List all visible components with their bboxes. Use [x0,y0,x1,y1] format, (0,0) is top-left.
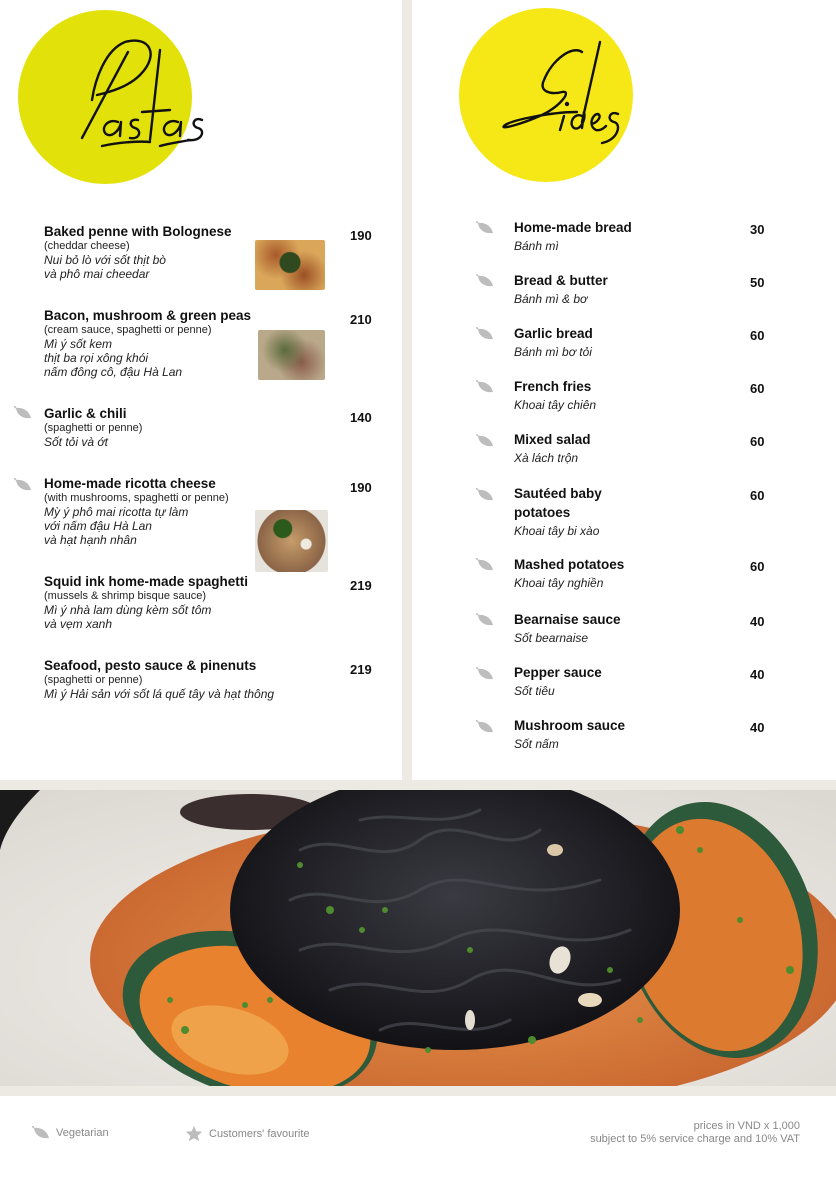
item-note: (cheddar cheese) [44,240,130,252]
item-vietnamese: Bánh mì bơ tỏi [514,345,592,359]
item-vietnamese: Sốt tỏi và ớt [44,435,108,449]
squid-ink-pasta-photo [0,790,836,1086]
sides-script-title [412,0,836,200]
pasta-item [44,406,142,449]
price-unit-note: prices in VND x 1,000 [693,1120,800,1132]
pricing-notes [590,1120,800,1146]
item-price: 219 [350,662,372,677]
vegetarian-leaf-icon [476,434,494,448]
legend-favourite-label: Customers' favourite [209,1127,310,1140]
item-vietnamese: Khoai tây nghiền [514,576,604,590]
item-name: Baked penne with Bolognese [44,224,232,239]
side-item [514,432,591,465]
item-note: (with mushrooms, spaghetti or penne) [44,492,229,504]
sides-panel [412,0,836,780]
item-vietnamese: và hạt hạnh nhân [44,533,137,547]
pasta-item [44,574,248,631]
item-vietnamese: Khoai tây chiên [514,398,597,412]
pasta-item [44,476,229,547]
item-vietnamese: Bánh mì [514,239,559,253]
item-name: Mixed salad [514,432,591,447]
item-price: 190 [350,228,372,243]
item-vietnamese: Mỳ ý phô mai ricotta tự làm [44,505,189,519]
legend-vegetarian [32,1126,109,1140]
pastas-panel [0,0,402,780]
item-vietnamese: Mì ý nhà lam dùng kèm sốt tôm [44,603,212,617]
vegetarian-leaf-icon [476,720,494,734]
side-item [514,379,596,412]
side-item [514,665,602,698]
side-item [514,326,593,359]
item-price: 60 [750,559,765,574]
item-vietnamese: thịt ba rọi xông khói [44,351,149,365]
item-price: 40 [750,720,765,735]
item-price: 60 [750,328,765,343]
item-vietnamese: Nui bỏ lò với sốt thịt bò [44,253,166,267]
item-vietnamese: Mì ý Hải sản với sốt lá quế tây và hạt thông [44,687,275,701]
food-photo-illustration [0,790,836,1086]
item-price: 50 [750,275,765,290]
item-name: Pepper sauce [514,665,602,680]
vegetarian-leaf-icon [476,558,494,572]
item-price: 40 [750,667,765,682]
item-vietnamese: và vẹm xanh [44,617,113,631]
dish-thumbnail [255,240,325,290]
item-note: (spaghetti or penne) [44,422,143,434]
side-item [514,557,624,590]
item-name: Bread & butter [514,273,608,288]
side-item [514,612,621,645]
item-vietnamese: Khoai tây bi xào [514,524,600,538]
vegetarian-leaf-icon [476,327,494,341]
item-vietnamese: nấm đông cô, đậu Hà Lan [44,365,183,379]
side-item [514,273,608,306]
item-name: Mushroom sauce [514,718,626,733]
item-price: 40 [750,614,765,629]
item-price: 219 [350,578,372,593]
vegetarian-leaf-icon [476,667,494,681]
legend-favourite [185,1125,310,1142]
menu-footer [0,1096,836,1182]
pasta-item [44,224,232,281]
item-price: 190 [350,480,372,495]
item-vietnamese: và phô mai cheedar [44,267,150,281]
vegetarian-leaf-icon [32,1126,50,1140]
pasta-item [44,308,251,379]
side-item [514,718,625,751]
vegetarian-leaf-icon [476,274,494,288]
item-name: Mashed potatoes [514,557,625,572]
star-icon [185,1125,203,1142]
pasta-item [44,658,274,701]
item-vietnamese: Bánh mì & bơ [514,292,588,306]
legend-vegetarian-label: Vegetarian [56,1127,109,1139]
item-note: (mussels & shrimp bisque sauce) [44,590,207,602]
item-vietnamese: với nấm đậu Hà Lan [44,519,152,533]
item-name: Garlic & chili [44,406,127,421]
item-vietnamese: Xà lách trộn [514,451,579,465]
item-price: 30 [750,222,765,237]
item-name: Bearnaise sauce [514,612,621,627]
item-note: (spaghetti or penne) [44,674,143,686]
item-name: Squid ink home-made spaghetti [44,574,249,589]
vegetarian-leaf-icon [14,406,32,420]
dish-thumbnail [255,510,328,572]
item-name-line2: potatoes [514,505,571,520]
item-price: 60 [750,434,765,449]
item-name: Sautéed baby [514,486,602,501]
item-name: Bacon, mushroom & green peas [44,308,252,323]
item-name: Seafood, pesto sauce & pinenuts [44,658,257,673]
item-note: (cream sauce, spaghetti or penne) [44,324,212,336]
item-price: 140 [350,410,372,425]
item-name: Home-made ricotta cheese [44,476,216,491]
item-name: Garlic bread [514,326,593,341]
item-vietnamese: Sốt tiêu [514,684,555,698]
tax-note: subject to 5% service charge and 10% VAT [590,1133,800,1145]
item-name: French fries [514,379,592,394]
item-price: 60 [750,488,765,503]
vegetarian-leaf-icon [476,613,494,627]
vegetarian-leaf-icon [476,488,494,502]
item-price: 210 [350,312,372,327]
item-price: 60 [750,381,765,396]
vegetarian-leaf-icon [14,478,32,492]
side-item [514,486,602,538]
dish-thumbnail [258,330,325,380]
side-item [514,220,632,253]
item-vietnamese: Sốt bearnaise [514,631,589,645]
vegetarian-leaf-icon [476,380,494,394]
vegetarian-leaf-icon [476,221,494,235]
pastas-script-title [0,0,402,200]
item-name: Home-made bread [514,220,632,235]
item-vietnamese: Sốt nấm [514,737,559,751]
item-vietnamese: Mì ý sốt kem [44,337,113,351]
